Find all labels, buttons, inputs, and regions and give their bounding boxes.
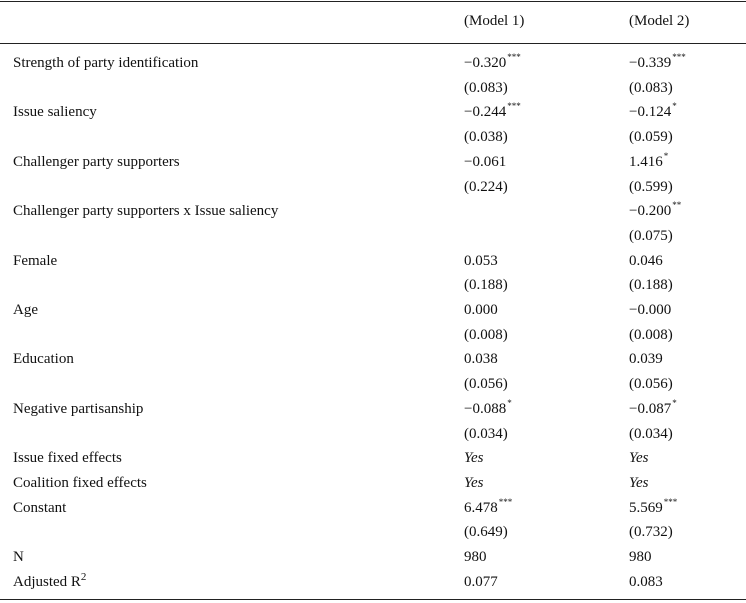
model2-cell: −0.339*** — [629, 52, 686, 71]
model1-cell: 0.053 — [464, 252, 498, 269]
standard-error-row — [0, 424, 746, 448]
model2-cell: (0.075) — [629, 227, 673, 244]
table-row — [0, 399, 746, 423]
model2-cell: (0.083) — [629, 79, 673, 96]
significance-stars: *** — [507, 101, 521, 112]
header-rule — [0, 43, 746, 44]
model1-cell: (0.224) — [464, 178, 508, 195]
row-label: Challenger party supporters x Issue saliency — [13, 203, 279, 220]
model2-cell: −0.124* — [629, 101, 677, 121]
model2-cell: (0.599) — [629, 178, 673, 195]
superscript: 2 — [80, 570, 87, 583]
model1-cell: −0.061 — [464, 153, 507, 170]
row-label: Education — [13, 351, 74, 368]
model2-cell: Yes — [629, 450, 649, 467]
row-label: Adjusted $R^2$ — [13, 570, 87, 590]
table-row — [0, 300, 746, 324]
model2-cell: 0.039 — [629, 351, 663, 368]
significance-stars: ** — [672, 200, 682, 211]
model2-cell: (0.034) — [629, 425, 673, 442]
model2-cell: (0.056) — [629, 376, 673, 393]
model2-header: (Model 2) — [629, 13, 690, 29]
row-label: N — [13, 549, 24, 565]
model1-header: (Model 1) — [464, 13, 525, 29]
model2-cell: −0.087* — [629, 397, 677, 417]
row-label: Issue fixed effects — [13, 450, 122, 467]
model1-cell: 0.000 — [464, 302, 498, 318]
model2-cell: 5.569*** — [629, 496, 678, 516]
standard-error-row — [0, 325, 746, 349]
model1-cell: −0.088* — [464, 397, 512, 417]
standard-error-row — [0, 127, 746, 151]
significance-stars: * — [507, 397, 512, 408]
model2-cell: (0.008) — [629, 326, 673, 343]
model2-cell: 0.083 — [629, 573, 663, 590]
stats-row — [0, 572, 746, 596]
model1-cell: (0.649) — [464, 524, 508, 541]
model2-cell: 1.416* — [629, 150, 669, 170]
row-label: Female — [13, 252, 58, 269]
model1-cell: −0.320*** — [464, 52, 521, 71]
significance-stars: * — [672, 101, 677, 112]
model2-cell: (0.059) — [629, 129, 673, 146]
table-row — [0, 473, 746, 497]
row-label: Strength of party identification — [13, 55, 199, 71]
table-row — [0, 251, 746, 275]
standard-error-row — [0, 78, 746, 102]
model2-cell: (0.188) — [629, 277, 673, 294]
significance-stars: *** — [498, 496, 513, 507]
model1-cell: 6.478*** — [464, 496, 513, 516]
table-row — [0, 201, 746, 225]
model2-cell: −0.200** — [629, 200, 682, 220]
table-row — [0, 102, 746, 126]
model1-cell: −0.244*** — [464, 101, 521, 121]
row-label: Age — [13, 302, 38, 318]
row-label: Constant — [13, 499, 67, 516]
model1-cell: Yes — [464, 474, 484, 491]
model2-cell: 980 — [629, 549, 652, 565]
model1-cell: (0.038) — [464, 129, 508, 146]
model1-cell: (0.008) — [464, 326, 508, 343]
model1-cell: 0.038 — [464, 351, 498, 368]
table-row — [0, 448, 746, 472]
header-row — [0, 11, 746, 35]
table-row — [0, 349, 746, 373]
model1-cell: 980 — [464, 549, 487, 565]
table-row — [0, 498, 746, 522]
model1-cell: (0.034) — [464, 425, 508, 442]
model1-cell: Yes — [464, 450, 484, 467]
significance-stars: *** — [672, 52, 686, 62]
row-label: Issue saliency — [13, 104, 97, 121]
model2-cell: Yes — [629, 474, 649, 491]
standard-error-row — [0, 177, 746, 201]
significance-stars: *** — [663, 496, 678, 507]
significance-stars: *** — [507, 52, 521, 62]
model2-cell: −0.000 — [629, 302, 672, 318]
row-label: Negative partisanship — [13, 400, 144, 417]
table-row — [0, 152, 746, 176]
model1-cell: 0.077 — [464, 573, 498, 590]
standard-error-row — [0, 226, 746, 250]
model2-cell: 0.046 — [629, 252, 663, 269]
stats-row — [0, 547, 746, 571]
significance-stars: * — [663, 150, 669, 161]
model1-cell: (0.188) — [464, 277, 508, 294]
model1-cell: (0.056) — [464, 376, 508, 393]
significance-stars: * — [672, 397, 677, 408]
bottom-rule — [0, 599, 746, 600]
table-row — [0, 53, 746, 77]
row-label: Challenger party supporters — [13, 153, 180, 170]
row-label: Coalition fixed effects — [13, 474, 147, 491]
standard-error-row — [0, 374, 746, 398]
standard-error-row — [0, 275, 746, 299]
standard-error-row — [0, 522, 746, 546]
model2-cell: (0.732) — [629, 524, 673, 541]
model1-cell: (0.083) — [464, 79, 508, 96]
top-rule — [0, 1, 746, 2]
